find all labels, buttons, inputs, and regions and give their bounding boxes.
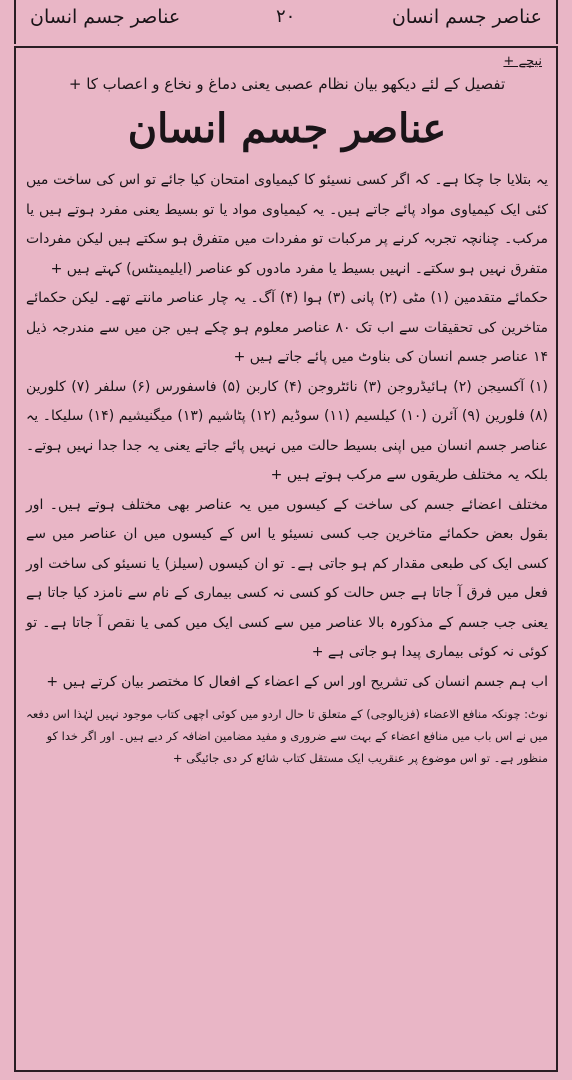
page-header xyxy=(14,0,558,44)
footnote: نوٹ: چونکہ منافع الاعضاء (فزیالوجی) کے متعلق تا حال اردو میں کوئی اچھی کتاب موجود نہیں لہٰذا اس دفعہ میں نے اس باب میں منافع اعضاء کے بہت سے ضروری و مفید مضامین اضافہ کر دیے ہیں۔ اور اگر خدا کو منظور ہے۔ تو اس موضوع پر عنقریب ایک مستقل کتاب شائع کر دی جائیگی + xyxy=(26,707,548,765)
running-title-right: عناصر جسم انسان xyxy=(391,6,542,28)
page-body xyxy=(26,54,548,769)
paragraph-next-section: اب ہم جسم انسان کی تشریح اور اس کے اعضاء کے افعال کا مختصر بیان کرتے ہیں + xyxy=(46,673,548,690)
running-title-left: عناصر جسم انسان xyxy=(30,6,181,28)
paragraph-element-deficiency: مختلف اعضائے جسم کی ساخت کے کیسوں میں یہ عناصر بھی مختلف ہوتے ہیں۔ اور بقول بعض حکمائے متاخرین جب کسی نسیئو یا اس کے کیسوں میں ان عناصر میں سے کسی ایک کی طبعی مقدار کم ہو جاتی ہے۔ تو ان کیسوں (سیلز) یا نسیئو کی ساخت اور فعل میں فرق آ جاتا ہے جس حالت کو کسی نہ کسی بیماری کے نام سے نامزد کیا جاتا ہے یعنی جب جسم کے مذکورہ بالا عناصر میں سے کسی ایک میں کمی یا نقص آ جاتا ہے۔ تو کوئی نہ کوئی بیماری پیدا ہو جاتی ہے + xyxy=(26,496,548,660)
paragraph-element-list: (۱) آکسیجن (۲) ہائیڈروجن (۳) نائٹروجن (۴) کاربن (۵) فاسفورس (۶) سلفر (۷) کلورین (۸) فلورین (۹) آئرن (۱۰) کیلسیم (۱۱) سوڈیم (۱۲) پٹاشیم (۱۳) میگنیشیم (۱۴) سلیکا۔ یہ عناصر جسم انسان میں اپنی بسیط حالت میں نہیں پائے جاتے یعنی یہ جدا جدا نہیں ہوتے۔ بلکہ یہ مختلف طریقوں سے مرکب ہوتے ہیں + xyxy=(26,378,549,483)
paragraph-definition: یہ بتلایا جا چکا ہے۔ کہ اگر کسی نسیئو کا کیمیاوی امتحان کیا جائے تو اس کی ساخت میں کئی ایک کیمیاوی مواد پائے جاتے ہیں۔ یہ کیمیاوی مواد یا تو بسیط یعنی مفرد ہوتے ہیں یا مرکب۔ چنانچہ تجربہ کرنے پر مرکبات تو مفردات میں متفرق ہو سکتے ہیں لیکن مفردات متفرق نہیں ہو سکتے۔ انہیں بسیط یا مفرد مادوں کو عناصر (ایلیمینٹس) کہتے ہیں + xyxy=(26,172,548,277)
intro-line: تفصیل کے لئے دیکھو بیان نظام عصبی یعنی دماغ و نخاع و اعصاب کا + xyxy=(68,75,506,93)
paragraph-ancient-elements: حکمائے متقدمین (۱) مٹی (۲) پانی (۳) ہوا (۴) آگ۔ یہ چار عناصر مانتے تھے۔ لیکن حکمائے متاخرین کی تحقیقات سے اب تک ۸۰ عناصر معلوم ہو چکے ہیں جن میں سے مندرجہ ذیل ۱۴ عناصر جسم انسان کی بناوٹ میں پائے جاتے ہیں + xyxy=(26,290,549,365)
note-label: نیچے + xyxy=(503,54,542,69)
page-number: ۲۰ xyxy=(276,6,296,27)
main-title: عناصر جسم انسان xyxy=(127,105,447,152)
